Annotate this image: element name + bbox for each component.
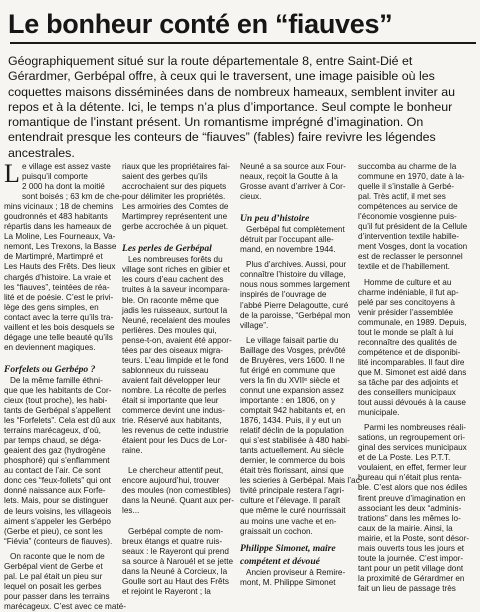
text-line: jadis les ruisseaux, surtout la (122, 305, 228, 315)
text-line: marécageux. C’est avec ce maté- (4, 601, 126, 611)
text-line: répartis dans les hameaux de (4, 222, 112, 232)
text-line: municipale. (358, 408, 400, 418)
text-line: goudronnés et 483 habitants (4, 212, 108, 222)
text-line: d’intervention textile habille- (358, 232, 460, 242)
text-line: repos et à la détente. Ici, le temps n’a plus d’importance. Seul compte le bonheur (8, 99, 453, 114)
text-line: Gerbépal compte de nom- (128, 526, 224, 536)
text-line: Le chercheur attentif peut, (128, 466, 224, 476)
text-line: On raconte que le nom de (10, 551, 105, 561)
text-line: reconnaître des qualités de (358, 337, 457, 347)
text-line: mins vicinaux ; 18 de chemins (4, 202, 114, 212)
text-line: caux de la mairie. Ainsi, la (358, 523, 453, 533)
column-1 (4, 159, 126, 612)
text-line: que que les habitants de Cor- (4, 385, 112, 395)
text-line: de la paroisse, “Gerbépal mon (240, 310, 351, 320)
section-subhead: Forfelets ou Gerbépo ? (4, 363, 96, 375)
text-line: Baillage des Vosges, prévôté (240, 345, 346, 355)
text-line: romantique de l’instant présent. Un romantisme imprégné d’imagination. On (8, 115, 424, 130)
text-line: breux étangs et quatre ruis- (122, 536, 223, 546)
text-line: tout aussi dévoués à la cause (358, 398, 466, 408)
text-line: détruit par l’occupant alle- (240, 235, 334, 245)
text-line: des conseillers municipaux (358, 388, 456, 398)
text-line: Ancien proviseur à Remire- (246, 567, 346, 577)
text-line: bureau qui n’était plus renta- (358, 473, 462, 483)
text-line: Neuné, recelaient des moules (122, 315, 231, 325)
text-line: Géographiquement situé sur la route départementale 8, entre Saint-Dié et (8, 54, 413, 68)
text-line: connaître l’histoire du village, (240, 270, 346, 280)
text-line: que M. Simonet est aidé dans (358, 367, 467, 377)
article-headline (8, 6, 474, 42)
text-line: riaux que les propriétaires fai- (122, 162, 230, 171)
text-line: toute la journée. C’est impor- (358, 553, 464, 563)
text-line: pelé par ses concitoyens à (358, 297, 455, 307)
text-line: ancestrales. (8, 145, 75, 160)
text-line: des moules (non comestibles) (122, 486, 231, 496)
text-line: l’abbé Pierre Delagoutte, curé (240, 300, 349, 310)
section-subhead: Un peu d’histoire (240, 213, 310, 225)
text-line: teurs. L’eau limpide et le fond (122, 355, 229, 365)
column-3 (240, 162, 363, 588)
text-line: ment Vosges, dont la vocation (358, 242, 468, 252)
text-line: au moins une vache et en- (240, 516, 337, 526)
text-line: et rejoint le Rayeront ; la (122, 586, 211, 596)
text-line: lets. Mais, pour se distinguer (4, 496, 109, 506)
text-line: commerce devint une indus- (122, 406, 225, 416)
text-line: “Fiévia” (conteurs de fiauves). (4, 536, 113, 546)
text-line: Homme de culture et au (364, 277, 452, 287)
text-line: chargés d’histoire. La vraie et (4, 272, 111, 282)
text-line: sa source à Narouél et se jette (122, 556, 234, 566)
text-line: communale, en 1989. Depuis, (358, 317, 467, 327)
text-line: gerbe accrochée à un piquet. (122, 222, 229, 232)
text-line: qu’il fut président de la Cellule (358, 222, 468, 232)
text-line: compétences au service de (358, 202, 458, 212)
text-line: pal. Très actif, il met ses (358, 192, 446, 202)
text-line: est de reclasser le personnel (358, 252, 463, 262)
text-line: cieux (tout proche), les habi- (4, 395, 108, 405)
text-line: neaux, reçoit la Goutte à la (240, 172, 338, 182)
text-line: tants actuellement. Au siècle (240, 446, 344, 456)
headline-text: Le bonheur conté en “fiauves” (8, 9, 393, 39)
text-line: village sont riches en gibier et (122, 265, 230, 275)
text-line: Les Hauts des Frêts. Des lieux (4, 262, 116, 272)
text-line: la proximité de Gérardmer en (358, 573, 465, 583)
text-line: par temps chaud, se déga- (4, 436, 102, 446)
text-line: contact avec la terre qu’ils tra- (4, 312, 114, 322)
text-line: pour passer dans les terrains (4, 591, 110, 601)
text-line: firent preuve d’imagination en (358, 493, 466, 503)
text-line: mand, en novembre 1944. (240, 245, 336, 255)
text-line: Goulle sort au Haut des Frêts (122, 576, 229, 586)
text-line: lège des gens simples, en (4, 302, 99, 312)
text-line: nemont, Les Trexons, la Basse (4, 242, 117, 252)
text-line: coquettes maisons disséminées dans de nombreux hameaux, semblent inviter au (8, 84, 455, 99)
text-line: succomba au charme de la (358, 162, 457, 171)
text-line: Gérardmer, Gerbépal offre, à ceux qui le traversent, une image paisible où les (8, 69, 435, 84)
text-line: La Moline, Les Fourneaux, Va- (4, 232, 116, 242)
text-line: au contact de l’air. Ce sont (4, 466, 101, 476)
text-line: importante : en 1806, on y (240, 395, 336, 405)
text-line: ble. On raconte même que (122, 295, 219, 305)
text-line: lité et de poésie. C’est le privi- (4, 292, 114, 302)
text-line: de leurs voisins, les villageois (4, 506, 112, 516)
text-line: sablonneux du ruisseau (122, 365, 209, 375)
text-line: aiment s’appeler les Gerbépo (4, 516, 111, 526)
text-line: sont boisés ; 63 km de che- (22, 192, 123, 202)
text-line: les... (122, 506, 140, 516)
text-line: avaient fait développer leur (122, 375, 221, 385)
text-line: dégage une telle beauté qu’ils (4, 332, 113, 342)
text-line: truites à la saveur incompara- (122, 285, 230, 295)
text-line: pense-t-on, avaient été appor- (122, 335, 232, 345)
text-line: dans la Neuné. Quant aux per- (122, 496, 234, 506)
text-line: mont, M. Philippe Simonet (240, 577, 336, 587)
text-line: cieux. (240, 192, 262, 202)
headline-rule (10, 42, 476, 44)
text-line: commune en 1970, date à la- (358, 172, 465, 182)
text-line: étaient pour les Ducs de Lor- (122, 436, 228, 446)
text-line: tivité principale restera l’agri- (240, 486, 345, 496)
text-line: de Martimpré, Martimpré et (4, 252, 103, 262)
text-line: de Bruyères, vers 1600. Il ne (240, 355, 345, 365)
text-line: pal. Le pal était un pieu sur (4, 571, 103, 581)
text-line: les revenus de cette industrie (122, 426, 229, 436)
section-subhead: Les perles de Gerbépal (122, 243, 212, 255)
text-line: les “fiauves”, teintées de réa- (4, 282, 110, 292)
text-line: puisqu’il comporte (22, 172, 88, 182)
text-line: qui s’est stabilisée à 480 habi- (240, 436, 350, 446)
text-line: donc ces “feux-follets” qui ont (4, 476, 111, 486)
text-line: tant pour un petit village dont (358, 563, 464, 573)
text-line: quelle il s’installe à Gerbé- (358, 182, 455, 192)
section-subhead: Philippe Simonet, maire (240, 542, 336, 554)
text-line: vaillent et les bois desquels se (4, 322, 115, 332)
text-line: Parmi les nombreuses réali- (364, 423, 466, 433)
text-line: seaux : le Rayeront qui prend (122, 546, 229, 556)
section-subhead: compétent et dévoué (240, 555, 320, 567)
text-line: Grosse avant d’arriver à Cor- (240, 182, 346, 192)
text-line: inspirés de l’ouvrage de (240, 290, 327, 300)
text-line: associant les deux “adminis- (358, 503, 462, 513)
text-line: et de La Poste. Les P.T.T. (358, 453, 451, 463)
text-line: que même le curé nourrissait (240, 506, 346, 516)
text-line: geaient des gaz (hydrogène (4, 446, 106, 456)
text-line: relatif déclin de la population (240, 426, 344, 436)
article-lead (8, 54, 474, 161)
text-line: vers la fin du XVIIᵉ siècle et (240, 375, 340, 385)
text-line: pour délimiter les propriétés. (122, 192, 226, 202)
text-line: 2 000 ha dont la moitié (22, 182, 105, 192)
text-line: trations” dans les mêmes lo- (358, 513, 461, 523)
text-line: sa tâche par des adjoints et (358, 377, 459, 387)
text-line: connut une expansion assez (240, 385, 344, 395)
text-line: graissait un cochon. (240, 526, 313, 536)
text-line: était très florissant, ainsi que (240, 466, 344, 476)
text-line: trie. Réservé aux habitants, (122, 416, 222, 426)
text-line: ginal des services municipaux (358, 443, 467, 453)
text-line: accrochaient sur des piquets (122, 182, 227, 192)
text-line: les cours d’eau cachent des (122, 275, 224, 285)
text-line: compétence et de disponibi- (358, 347, 461, 357)
text-line: Les armoiries des Comtes de (122, 202, 229, 212)
text-line: charme indéniable, il fut ap- (358, 287, 459, 297)
text-line: ble. C’est alors que nos édiles (358, 483, 468, 493)
drop-cap: L (4, 159, 20, 188)
text-line: fait un lieu de passage très (358, 583, 456, 593)
text-line: entendrait presque les conteurs de “fiauves” (fables) faire revivre les légendes (8, 130, 436, 145)
text-line: les scieries à Gerbépal. Mais l’ac- (240, 476, 363, 486)
text-line: village”. (240, 320, 269, 330)
text-line: nous nous sommes largement (240, 280, 350, 290)
text-line: saient des gerbes qu’ils (122, 172, 208, 182)
text-line: raine. (122, 446, 143, 456)
text-line: encore aujourd’hui, trouver (122, 476, 220, 486)
text-line: textile et de l’habillement. (358, 262, 450, 272)
text-line: lité incomparables. Il faut dire (358, 357, 465, 367)
column-4 (358, 162, 472, 594)
text-line: tants de Gerbépal s’appellent (4, 406, 111, 416)
text-line: De la même famille éthni- (10, 375, 103, 385)
text-line: Plus d’archives. Aussi, pour (246, 260, 347, 270)
text-line: phosphoré) qui s’enflamment (4, 456, 110, 466)
text-line: dernier, le commerce du bois (240, 456, 346, 466)
text-line: en deviennent magiques. (4, 342, 96, 352)
text-line: Gerbépal fut complètement (246, 225, 345, 235)
text-line: Gerbépal vient de Gerbe et (4, 561, 103, 571)
text-line: tées par des oiseaux migra- (122, 345, 224, 355)
text-line: était si importante que leur (122, 395, 219, 405)
text-line: voulaient, en effet, fermer leur (358, 463, 467, 473)
text-line: perlières. Des moules qui, (122, 325, 217, 335)
text-line: venir présider l’assemblée (358, 307, 454, 317)
text-line: culture et l’élevage. Il paraît (240, 496, 341, 506)
text-line: tout le monde se plaît à lui (358, 327, 454, 337)
text-line: Les nombreuses forêts du (128, 255, 223, 265)
text-line: mairie, et la Poste, sont désor- (358, 533, 470, 543)
text-line: (Gerbe et pieu), ce sont les (4, 526, 103, 536)
text-line: comptait 942 habitants et, en (240, 405, 346, 415)
text-line: mais ouverts tous les jours et (358, 543, 465, 553)
text-line: Neuné a sa source aux Four- (240, 162, 347, 171)
text-line: l’économie vosgienne puis- (358, 212, 457, 222)
text-line: terrains marécageux, d’où, (4, 426, 101, 436)
text-line: Le village faisait partie du (246, 335, 339, 345)
text-line: Martimprey représentent une (122, 212, 228, 222)
text-line: nombre. La récolte de perles (122, 385, 227, 395)
text-line: lequel on posait les gerbes (4, 581, 102, 591)
text-line: dans la Neuné à Corcieux, la (122, 566, 228, 576)
text-line: donné naissance aux Forfe- (4, 486, 106, 496)
text-line: e village est assez vaste (22, 162, 111, 171)
column-2 (122, 162, 236, 597)
text-line: sations, un regroupement ori- (358, 433, 465, 443)
text-line: les “Forfelets”. Cela est dû aux (4, 416, 116, 426)
text-line: 1876, 1434. Puis, il y eut un (240, 416, 342, 426)
text-line: fut érigé en commune que (240, 365, 336, 375)
